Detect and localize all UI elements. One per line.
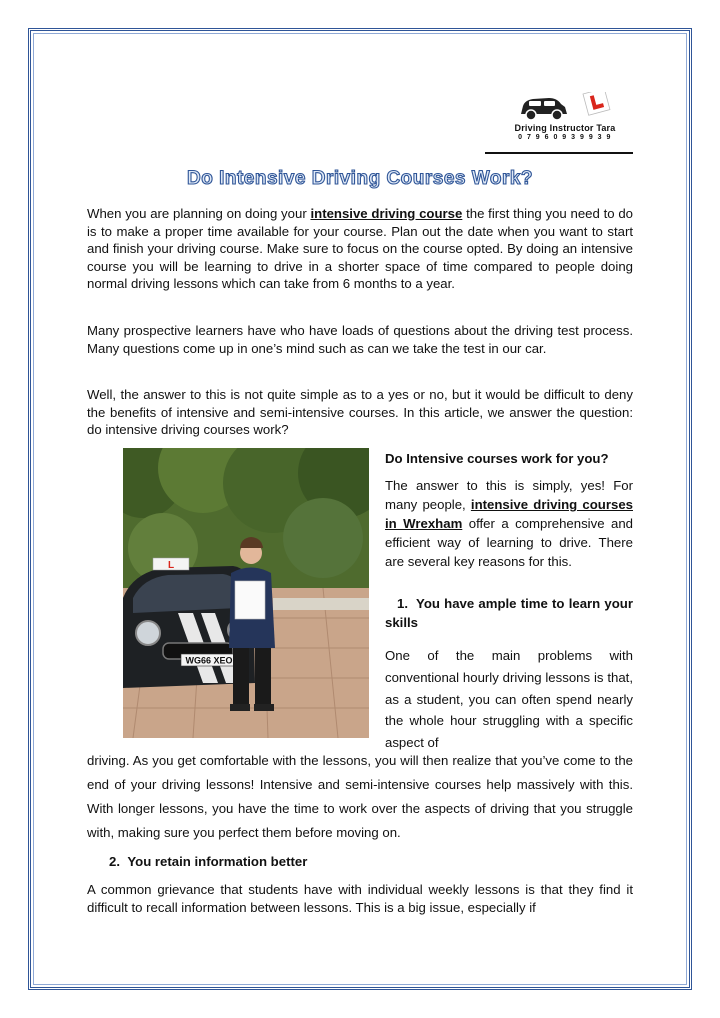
number-plate: WG66 XEO [185, 655, 233, 666]
intro-text-end: the first thing you need to do is to make a proper time available for your course. Plan out the date when you want to start and finish your driving course. Make sure to focus on the course opted. By doing an intensive course you will be learning to drive in a shorter space of time compared to people doing normal driving lessons which can take from 6 months to a year. [87, 206, 634, 292]
point-1-text-column: One of the main problems with conventional hourly driving lessons is that, as a student, you can often spend nearly the whole hour struggling with a specific aspect of [385, 648, 633, 751]
section-paragraph [385, 476, 633, 571]
intensive-driving-courses-wrexham-link[interactable]: intensive driving courses in Wrexham [385, 497, 633, 531]
section-heading-do-intensive-courses: Do Intensive courses work for you? [385, 451, 609, 466]
intensive-driving-course-link[interactable]: intensive driving course [310, 206, 463, 221]
answer-paragraph: Well, the answer to this is not quite simple as to a yes or no, but it would be difficult to deny the benefits of intensive and semi-intensive courses. In this article, we answer the question: do intensive driving courses work? [87, 387, 633, 438]
roof-sign-letter: L [167, 560, 175, 571]
logo-name: Driving Instructor Tara [514, 123, 616, 133]
point-2-number: 2. [109, 854, 120, 869]
intro-text-start: When you are planning on doing your [87, 206, 311, 221]
logo-phone: 0 7 9 6 0 9 3 9 9 3 9 [518, 134, 612, 141]
intro-paragraph [87, 205, 633, 293]
point-2-title: You retain information better [127, 854, 308, 869]
page-title: Do Intensive Driving Courses Work? [186, 168, 534, 189]
point-1-title: You have ample time to learn your skills [385, 596, 633, 630]
questions-paragraph: Many prospective learners have who have loads of questions about the driving test process. Many questions come up in one’s mind such as can we take the test in our car. [87, 323, 633, 356]
point-2-heading [109, 854, 307, 869]
point-1-number: 1. [397, 596, 408, 611]
section-text-start: The answer to this is simply, yes! For many people, [385, 478, 633, 512]
logo [498, 92, 632, 141]
car-logo-icon [517, 92, 613, 122]
logo-divider [485, 152, 633, 154]
point-1-heading [385, 594, 633, 632]
point-2-paragraph: A common grievance that students have with individual weekly lessons is that they find it difficult to recall information between lessons. This is a big issue, especially if [87, 882, 633, 915]
section-text-end: offer a comprehensive and efficient way of learning to drive. There are several key reasons for this. [385, 516, 633, 569]
student-photo [123, 448, 369, 738]
point-1-text-continued: driving. As you get comfortable with the lessons, you will then realize that you’ve come to the end of your driving lessons! Intensive and semi-intensive courses help massively with this. With longer lessons, you have the time to work over the aspects of driving that you struggle with, making sure you perfect them before moving on. [87, 753, 633, 840]
